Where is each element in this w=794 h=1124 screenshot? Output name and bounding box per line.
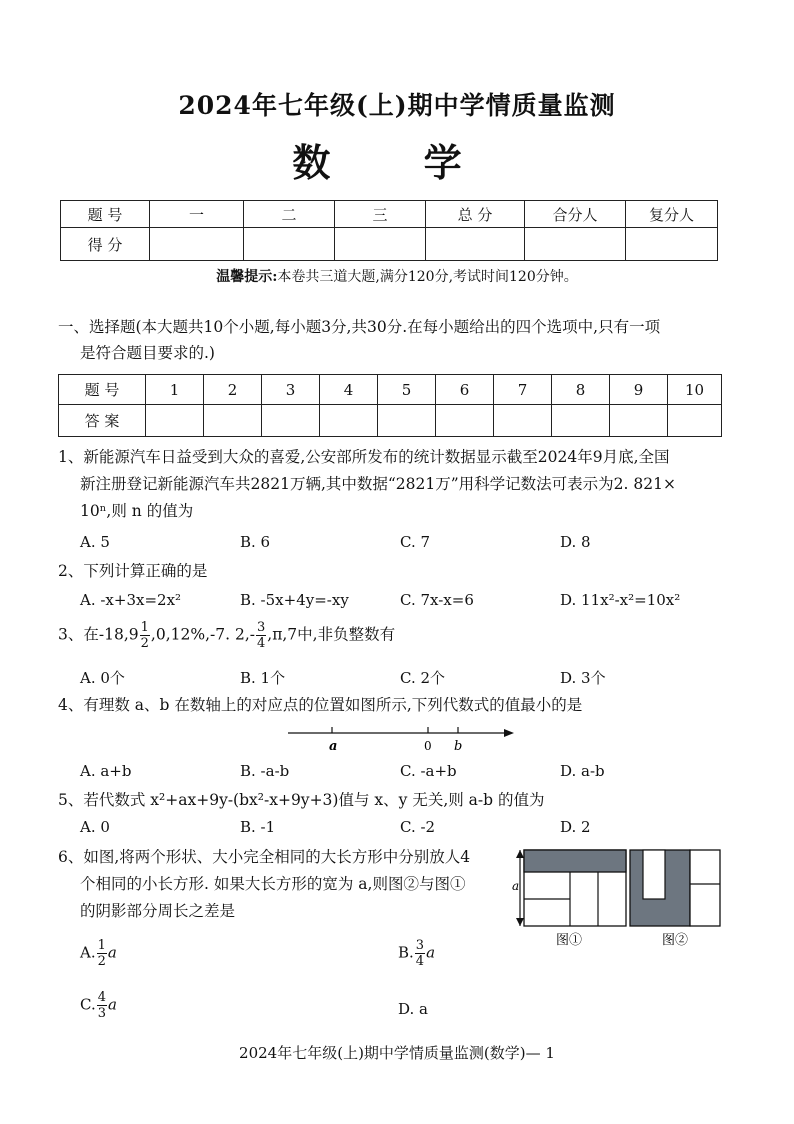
q6-option-b xyxy=(398,938,435,969)
q4-option-b: B. -a-b xyxy=(240,762,290,780)
number-line-arrow xyxy=(504,729,514,737)
q3-option-c: C. 2个 xyxy=(400,669,446,687)
q5-stem: 5、若代数式 x²+ax+9y-(bx²-x+9y+3)值与 x、y 无关,则 a-b 的值为 xyxy=(58,791,545,809)
q4-option-c: C. -a+b xyxy=(400,762,457,780)
q5-option-c: C. -2 xyxy=(400,818,436,836)
q5-option-b: B. -1 xyxy=(240,818,276,836)
q6-line1: 6、如图,将两个形状、大小完全相同的大长方形中分别放人4 xyxy=(58,848,471,866)
q3-option-d: D. 3个 xyxy=(560,669,606,687)
q6-option-a-fraction xyxy=(97,938,107,969)
score-header-cell: 题 号 xyxy=(61,201,150,228)
score-header-cell: 总 分 xyxy=(426,201,525,228)
figure2-right-block xyxy=(690,850,720,926)
score-cell[interactable] xyxy=(335,228,426,261)
answer-header-cell: 5 xyxy=(378,375,436,405)
q1-option-a: A. 5 xyxy=(80,533,110,551)
answer-header-cell: 1 xyxy=(146,375,204,405)
score-cell[interactable] xyxy=(244,228,335,261)
label-b: b xyxy=(454,739,463,754)
q3-fraction-1 xyxy=(140,620,150,651)
label-a: a xyxy=(329,739,338,754)
score-header-cell: 二 xyxy=(244,201,335,228)
q1-option-c: C. 7 xyxy=(400,533,431,551)
q6-line3: 的阴影部分周长之差是 xyxy=(80,902,236,920)
q2-option-b: B. -5x+4y=-xy xyxy=(240,591,349,609)
answer-cell[interactable] xyxy=(552,405,610,437)
page-title: 2024年七年级(上)期中学情质量监测 xyxy=(178,91,616,120)
tip-line xyxy=(0,266,794,286)
score-cell[interactable] xyxy=(525,228,626,261)
answer-header-cell: 7 xyxy=(494,375,552,405)
q3-stem xyxy=(58,620,395,651)
answer-header-cell: 2 xyxy=(204,375,262,405)
score-header-cell: 一 xyxy=(150,201,244,228)
answer-header-cell: 3 xyxy=(262,375,320,405)
answer-row-label: 答 案 xyxy=(59,405,146,437)
score-table xyxy=(60,200,718,261)
q1-option-b: B. 6 xyxy=(240,533,271,551)
tip-label: 温馨提示: xyxy=(216,269,278,285)
figure2-inner-rect xyxy=(643,850,665,899)
answer-cell[interactable] xyxy=(262,405,320,437)
answer-table xyxy=(58,374,722,437)
score-header-cell: 复分人 xyxy=(626,201,718,228)
q6-option-c-letter: C. xyxy=(80,995,96,1014)
q6-option-d: D. a xyxy=(398,1000,428,1018)
q6-option-a-var: a xyxy=(107,943,117,962)
answer-cell[interactable] xyxy=(610,405,668,437)
answer-cell[interactable] xyxy=(436,405,494,437)
q6-option-c-var: a xyxy=(108,995,117,1014)
q6-option-a-letter: A. xyxy=(80,943,96,962)
q3-frac2-num: 3 xyxy=(256,620,266,635)
q5-option-a: A. 0 xyxy=(80,818,110,836)
answer-cell[interactable] xyxy=(378,405,436,437)
q4-option-d: D. a-b xyxy=(560,762,605,780)
q6-option-a-num: 1 xyxy=(97,938,106,953)
q4-stem: 4、有理数 a、b 在数轴上的对应点的位置如图所示,下列代数式的值最小的是 xyxy=(58,696,583,714)
q6-option-b-var: a xyxy=(426,943,436,962)
answer-header-cell: 6 xyxy=(436,375,494,405)
subject-title: 数 学 xyxy=(292,140,502,185)
q3-frac1-den: 2 xyxy=(140,636,149,651)
dimension-arrow-top xyxy=(516,850,524,858)
q6-option-b-den: 4 xyxy=(415,954,425,969)
answer-header-cell: 题 号 xyxy=(59,375,146,405)
answer-cell[interactable] xyxy=(204,405,262,437)
figure2-caption: 图② xyxy=(662,933,689,948)
score-header-cell: 三 xyxy=(335,201,426,228)
q6-option-a xyxy=(80,938,117,969)
answer-header-cell: 8 xyxy=(552,375,610,405)
q3-frac2-den: 4 xyxy=(256,636,266,651)
page-footer: 2024年七年级(上)期中学情质量监测(数学)— 1 xyxy=(239,1044,555,1062)
q6-option-b-letter: B. xyxy=(398,943,414,962)
answer-cell[interactable] xyxy=(146,405,204,437)
q5-option-d: D. 2 xyxy=(560,818,591,836)
section1-heading-line2: 是符合题目要求的.) xyxy=(80,344,215,362)
q1-line3: 10ⁿ,则 n 的值为 xyxy=(80,502,194,520)
q2-option-d: D. 11x²-x²=10x² xyxy=(560,591,681,609)
q1-line2: 新注册登记新能源汽车共2821万辆,其中数据“2821万”用科学记数法可表示为2. 821× xyxy=(80,475,676,493)
dimension-arrow-bottom xyxy=(516,918,524,926)
score-cell[interactable] xyxy=(626,228,718,261)
tip-text: 本卷共三道大题,满分120分,考试时间120分钟。 xyxy=(277,269,578,285)
answer-header-cell: 4 xyxy=(320,375,378,405)
q6-option-c xyxy=(80,990,117,1021)
q6-option-c-fraction xyxy=(97,990,107,1021)
answer-cell[interactable] xyxy=(320,405,378,437)
figure1-caption: 图① xyxy=(556,933,583,948)
score-row-label: 得 分 xyxy=(61,228,150,261)
q3-stem-c: ,π,7中,非负整数有 xyxy=(267,625,396,644)
dimension-label-a: a xyxy=(512,879,520,893)
q3-frac1-num: 1 xyxy=(140,620,149,635)
figure1-shaded-region xyxy=(524,850,626,872)
q6-option-a-den: 2 xyxy=(97,954,106,969)
q2-stem: 2、下列计算正确的是 xyxy=(58,562,208,580)
q6-option-b-num: 3 xyxy=(415,938,425,953)
section1-heading-line1: 一、选择题(本大题共10个小题,每小题3分,共30分.在每小题给出的四个选项中,只有一项 xyxy=(58,318,661,336)
q6-line2: 个相同的小长方形. 如果大长方形的宽为 a,则图②与图① xyxy=(80,875,466,893)
q3-option-a: A. 0个 xyxy=(80,669,125,687)
answer-header-cell: 10 xyxy=(668,375,722,405)
score-header-cell: 合分人 xyxy=(525,201,626,228)
q3-option-b: B. 1个 xyxy=(240,669,286,687)
q2-option-a: A. -x+3x=2x² xyxy=(80,591,182,609)
q3-fraction-2 xyxy=(256,620,266,651)
q6-figures xyxy=(508,842,726,952)
number-line-figure xyxy=(280,722,520,756)
answer-cell[interactable] xyxy=(668,405,722,437)
q3-stem-a: 3、在-18,9 xyxy=(58,625,139,644)
q1-option-d: D. 8 xyxy=(560,533,591,551)
q3-stem-b: ,0,12%,-7. 2,- xyxy=(150,625,255,644)
score-cell[interactable] xyxy=(150,228,244,261)
q6-option-c-num: 4 xyxy=(97,990,106,1005)
label-0: 0 xyxy=(424,739,432,753)
score-cell[interactable] xyxy=(426,228,525,261)
q6-option-c-den: 3 xyxy=(97,1006,106,1021)
q6-option-b-fraction xyxy=(415,938,425,969)
answer-cell[interactable] xyxy=(494,405,552,437)
q2-option-c: C. 7x-x=6 xyxy=(400,591,474,609)
q4-option-a: A. a+b xyxy=(80,762,132,780)
answer-header-cell: 9 xyxy=(610,375,668,405)
q1-line1: 1、新能源汽车日益受到大众的喜爱,公安部所发布的统计数据显示截至2024年9月底,全国 xyxy=(58,448,670,466)
